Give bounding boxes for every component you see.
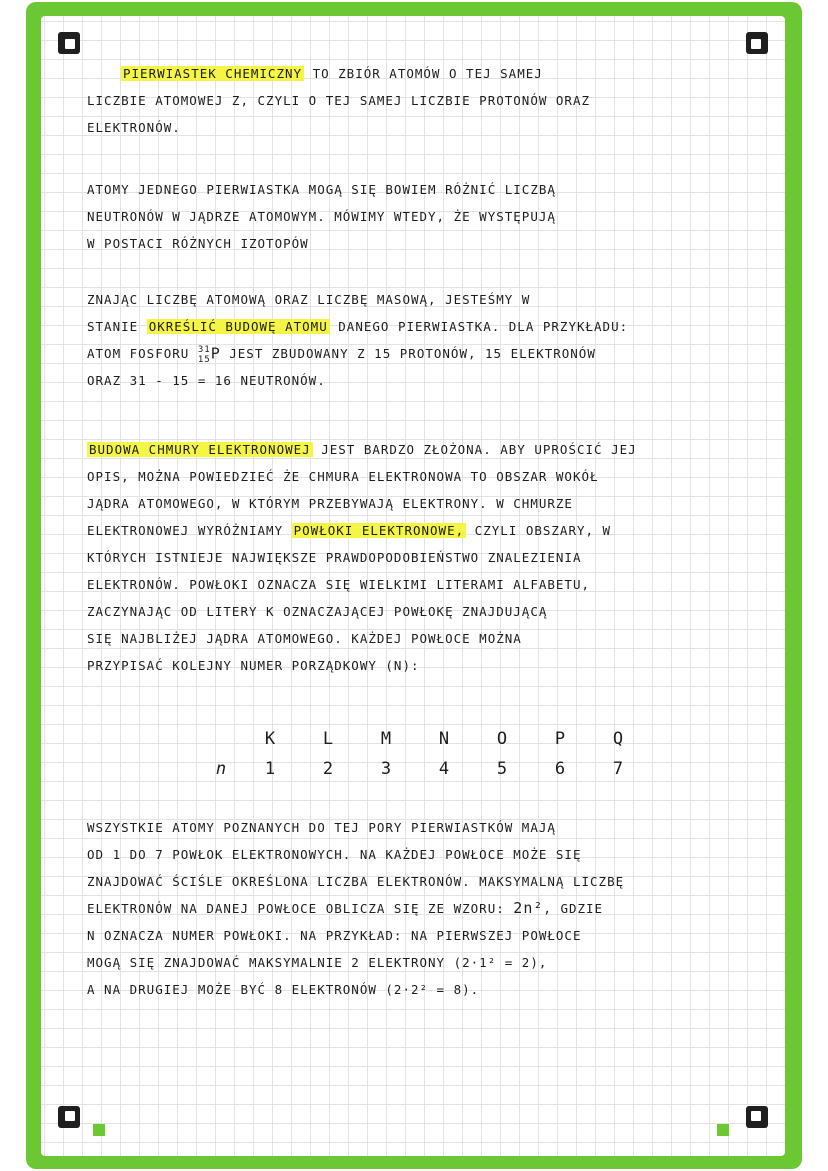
shell-number: 6 — [554, 759, 566, 779]
shell-letters-row — [201, 724, 647, 754]
paragraph-isotopes: ATOMY JEDNEGO PIERWIASTKA MOGĄ SIĘ BOWIEM RÓŻNIĆ LICZBĄ NEUTRONÓW W JĄDRZE ATOMOWYM. MÓWIMY WTEDY, ŻE WYSTĘPUJĄ W POSTACI RÓŻNYCH IZOTOPÓW — [87, 182, 556, 251]
term-highlight: OKREŚLIĆ BUDOWĘ ATOMU — [148, 319, 328, 334]
shell-letter: N — [438, 729, 450, 749]
paragraph-element-definition: PIERWIASTEK CHEMICZNY TO ZBIÓR ATOMÓW O TEJ SAMEJ LICZBIE ATOMOWEJ Z, CZYLI O TEJ SAMEJ LICZBIE PROTONÓW ORAZ ELEKTRONÓW. — [87, 66, 591, 135]
shell-number: 5 — [496, 759, 508, 779]
logo-corner-icon — [746, 1106, 768, 1128]
term-highlight: PIERWIASTEK CHEMICZNY — [123, 66, 303, 81]
shell-row-label: n — [215, 759, 227, 779]
formula: 2n² — [513, 899, 544, 917]
shell-letter: M — [380, 729, 392, 749]
logo-corner-icon — [58, 32, 80, 54]
shell-number: 2 — [322, 759, 334, 779]
shell-number: 7 — [612, 759, 624, 779]
isotope-notation: 31 15 P — [197, 344, 221, 365]
term-highlight: BUDOWA CHMURY ELEKTRONOWEJ — [89, 442, 311, 457]
green-square-icon — [93, 1124, 105, 1136]
shell-letter: P — [554, 729, 566, 749]
shell-number: 3 — [380, 759, 392, 779]
shell-letter: L — [322, 729, 334, 749]
shell-letter: K — [264, 729, 276, 749]
shell-number: 4 — [438, 759, 450, 779]
paragraph-electron-cloud: BUDOWA CHMURY ELEKTRONOWEJ JEST BARDZO ZŁOŻONA. ABY UPROŚCIĆ JEJ OPIS, MOŻNA POWIEDZIEĆ ŻE CHMURA ELEKTRONOWA TO OBSZAR WOKÓŁ JĄDRA ATOMOWEGO, W KTÓRYM PRZEBYWAJĄ ELEKTRONY. W CHMURZE ELEKTRONOWEJ WYRÓŻNIAMY POWŁOKI ELEKTRONOWE, CZYLI OBSZARY, W KTÓRYCH ISTNIEJE NAJWIĘKSZE PRAWDOPODOBIEŃSTWO ZNALEZIENIA ELEKTRONÓW. POWŁOKI OZNACZA SIĘ WIELKIMI LITERAMI ALFABETU, ZACZYNAJĄC OD LITERY K OZNACZAJĄCEJ POWŁOKĘ ZNAJDUJĄCĄ SIĘ NAJBLIŻEJ JĄDRA ATOMOWEGO. KAŻDEJ POWŁOCE MOŻNA PRZYPISAĆ KOLEJNY NUMER PORZĄDKOWY (N): — [87, 442, 637, 673]
paragraph-shell-capacity: WSZYSTKIE ATOMY POZNANYCH DO TEJ PORY PIERWIASTKÓW MAJĄ OD 1 DO 7 POWŁOK ELEKTRONOWYCH. NA KAŻDEJ POWŁOCE MOŻE SIĘ ZNAJDOWAĆ ŚCIŚLE OKREŚLONA LICZBA ELEKTRONÓW. MAKSYMALNĄ LICZBĘ ELEKTRONÓW NA DANEJ POWŁOCE OBLICZA SIĘ ZE WZORU: 2n², GDZIE N OZNACZA NUMER POWŁOKI. NA PRZYKŁAD: NA PIERWSZEJ POWŁOCE MOGĄ SIĘ ZNAJDOWAĆ MAKSYMALNIE 2 ELEKTRONY (2·1² = 2), A NA DRUGIEJ MOŻE BYĆ 8 ELEKTRONÓW (2·2² = 8). — [87, 820, 625, 997]
green-square-icon — [717, 1124, 729, 1136]
logo-corner-icon — [746, 32, 768, 54]
term-highlight: POWŁOKI ELEKTRONOWE, — [293, 523, 465, 538]
shell-table — [201, 724, 647, 784]
shell-numbers-row — [201, 754, 647, 784]
notebook-paper — [41, 16, 785, 1156]
paragraph-atom-structure: ZNAJĄC LICZBĘ ATOMOWĄ ORAZ LICZBĘ MASOWĄ, JESTEŚMY W STANIE OKREŚLIĆ BUDOWĘ ATOMU DANEGO PIERWIASTKA. DLA PRZYKŁADU: ATOM FOSFORU 31 15 P JEST ZBUDOWANY Z 15 PROTONÓW, 15 ELEKTRONÓW ORAZ 31 - 15 = 16 NEUTRONÓW. — [87, 292, 629, 388]
shell-number: 1 — [264, 759, 276, 779]
logo-corner-icon — [58, 1106, 80, 1128]
shell-letter: O — [496, 729, 508, 749]
shell-letter: Q — [612, 729, 624, 749]
